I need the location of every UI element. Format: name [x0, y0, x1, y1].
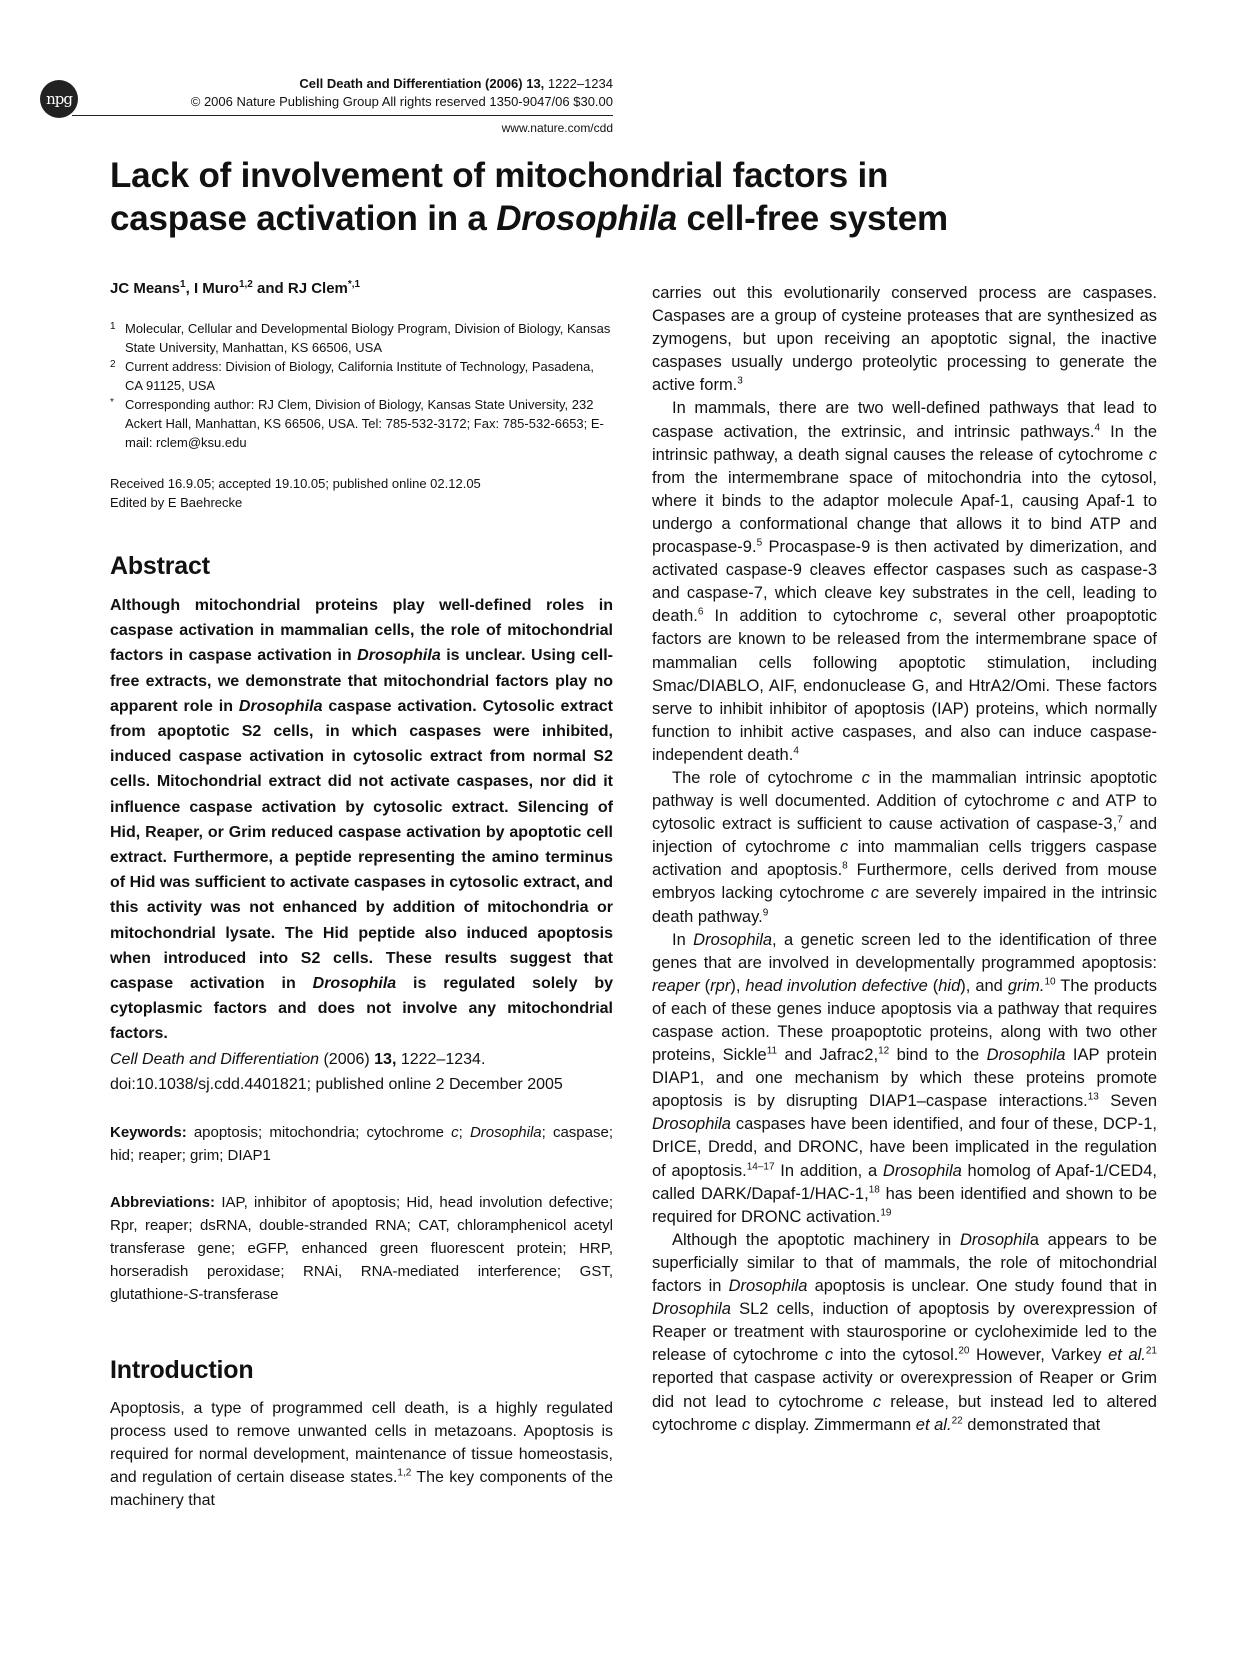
- affiliation-1: 1 Molecular, Cellular and Developmental Biology Program, Division of Biology, Kansas State University, Manhattan, KS 66506, USA: [110, 321, 611, 355]
- doi-link[interactable]: doi:10.1038/sj.cdd.4401821; published online 2 December 2005: [110, 1075, 563, 1093]
- body-paragraph-4: In Drosophila, a genetic screen led to the identification of three genes that are involved in developmentally programmed apoptosis: reaper (rpr), head involution defective (hid), and grim.$^{10}$ The products of each of these genes induce apoptosis via a pathway that requires caspase action. These proapoptotic proteins, along with two other proteins, Sickle$^{11}$ and Jafrac2,12 bind to the Drosophila IAP protein DIAP1, and one mechanism by which these proteins promote apoptosis is by disrupting DIAP1–caspase interactions.$^{13}$ Seven Drosophila caspases have been identified, and four of these, DCP-1, DrICE, Dredd, and DRONC, have been implicated in the regulation of apoptosis.$^{14-17}$ In addition, a Drosophila homolog of Apaf-1/CED4, called DARK/Dapaf-1/HAC-1,18 has been identified and shown to be required for DRONC activation.$^{19}$: [652, 930, 1157, 1226]
- corresponding-author: * Corresponding author: RJ Clem, Division of Biology, Kansas State University, 232 Ackert Hall, Manhattan, KS 66506, USA. Tel: 785-532-3172; Fax: 785-532-6653; E-mail: rclem@ksu.edu: [110, 397, 604, 450]
- abstract-text: Although mitochondrial proteins play well-defined roles in caspase activation in mammalian cells, the role of mitochondrial factors in caspase activation in Drosophila is unclear. Using cell-free extracts, we demonstrate that mitochondrial factors play no apparent role in Drosophila caspase activation. Cytosolic extract from apoptotic S2 cells, in which caspases were inhibited, induced caspase activation in cytosolic extract from normal S2 cells. Mitochondrial extract did not activate caspases, nor did it influence caspase activation by cytosolic extract. Silencing of Hid, Reaper, or Grim reduced caspase activation by apoptotic cell extract. Furthermore, a peptide representing the amino terminus of Hid was sufficient to activate caspases in cytosolic extract, and this activity was not enhanced by addition of mitochondria or mitochondrial lysate. The Hid peptide also induced apoptosis when introduced into S2 cells. These results suggest that caspase activation in Drosophila is regulated solely by cytoplasmic factors and does not involve any mitochondrial factors.: [110, 597, 614, 1043]
- abstract-heading: Abstract: [110, 552, 210, 580]
- introduction-text: Apoptosis, a type of programmed cell death, is a highly regulated process used to remove unwanted cells in metazoans. Apoptosis is required for normal development, maintenance of tissue homeostasis, and regulation of certain disease states.$^{1,2}$ The key components of the machinery that: [110, 1399, 614, 1510]
- body-paragraph-1: carries out this evolutionarily conserved process are caspases. Caspases are a group of cysteine proteases that are synthesized as zymogens, but upon receiving an apoptotic signal, the inactive caspases usually undergo proteolytic processing to generate the active form.$^3$: [652, 284, 1157, 395]
- body-paragraph-2: In mammals, there are two well-defined pathways that lead to caspase activation, the extrinsic, and intrinsic pathways.$^4$ In the intrinsic pathway, a death signal causes the release of cytochrome c from the intermembrane space of mitochondria into the cytosol, where it binds to the adaptor molecule Apaf-1, causing Apaf-1 to undergo a conformational change that allows it to bind ATP and procaspase-9.$^5$ Procaspase-9 is then activated by dimerization, and activated caspase-9 cleaves effector caspases such as caspase-3 and caspase-7, which cleave key substrates in the cell, leading to death.$^6$ In addition to cytochrome c, several other proapoptotic factors are known to be released from the intermembrane space of mammalian cells following apoptotic stimulation, including Smac/DIABLO, AIF, endonuclease G, and HtrA2/Omi. These factors serve to inhibit inhibitor of apoptosis (IAP) proteins, which normally function to inhibit active caspases, and also can induce caspase-independent death.$^4$: [652, 399, 1157, 764]
- keywords: Keywords: apoptosis; mitochondria; cytochrome c; Drosophila; caspase; hid; reaper; grim; DIAP1: [110, 1123, 613, 1164]
- journal-citation-header: Cell Death and Differentiation (2006) 13, 1222–1234: [299, 76, 613, 91]
- publication-dates: Received 16.9.05; accepted 19.10.05; published online 02.12.05 Edited by E Baehrecke: [110, 476, 481, 510]
- right-column: [652, 282, 1157, 1437]
- introduction-heading: Introduction: [110, 1355, 254, 1384]
- journal-url-link[interactable]: www.nature.com/cdd: [501, 121, 613, 135]
- abstract-citation: Cell Death and Differentiation (2006) 13, 1222–1234. doi:10.1038/sj.cdd.4401821; published online 2 December 2005: [110, 1050, 563, 1093]
- body-paragraph-5: Although the apoptotic machinery in Drosophila appears to be superficially similar to that of mammals, the role of mitochondrial factors in Drosophila apoptosis is unclear. One study found that in Drosophila SL2 cells, induction of apoptosis by overexpression of Reaper or treatment with staurosporine or cycloheximide led to the release of cytochrome c into the cytosol.$^{20}$ However, Varkey et al.$^{21}$ reported that caspase activity or overexpression of Reaper or Grim did not lead to cytochrome c release, but instead led to altered cytochrome c display. Zimmermann et al.$^{22}$ demonstrated that: [652, 1230, 1157, 1434]
- copyright-line: © 2006 Nature Publishing Group All rights reserved 1350-9047/06 $30.00: [190, 94, 613, 109]
- body-paragraph-3: The role of cytochrome c in the mammalian intrinsic apoptotic pathway is well documented. Addition of cytochrome c and ATP to cytosolic extract is sufficient to cause activation of caspase-3,$^7$ and injection of cytochrome c into mammalian cells triggers caspase activation and apoptosis.$^8$ Furthermore, cells derived from mouse embryos lacking cytochrome c are severely impaired in the intrinsic death pathway.$^9$: [652, 768, 1158, 926]
- article-title: Lack of involvement of mitochondrial factors in caspase activation in a Drosophila cell-free system: [110, 156, 948, 238]
- author-list: JC Means$^1$, I Muro$^{1,2}$ and RJ Clem$^{*,1}$: [110, 279, 361, 297]
- left-column: [110, 279, 613, 1513]
- affiliation-2: 2 Current address: Division of Biology, California Institute of Technology, Pasadena, CA 91125, USA: [110, 359, 594, 393]
- header-rule: [72, 115, 613, 116]
- abbreviations: Abbreviations: IAP, inhibitor of apoptosis; Hid, head involution defective; Rpr, reaper; dsRNA, double-stranded RNA; CAT, chloramphenicol acetyl transferase gene; eGFP, enhanced green fluorescent protein; HRP, horseradish peroxidase; RNAi, RNA-mediated interference; GST, glutathione-S-transferase: [110, 1193, 613, 1303]
- npg-logo: npg: [40, 80, 78, 118]
